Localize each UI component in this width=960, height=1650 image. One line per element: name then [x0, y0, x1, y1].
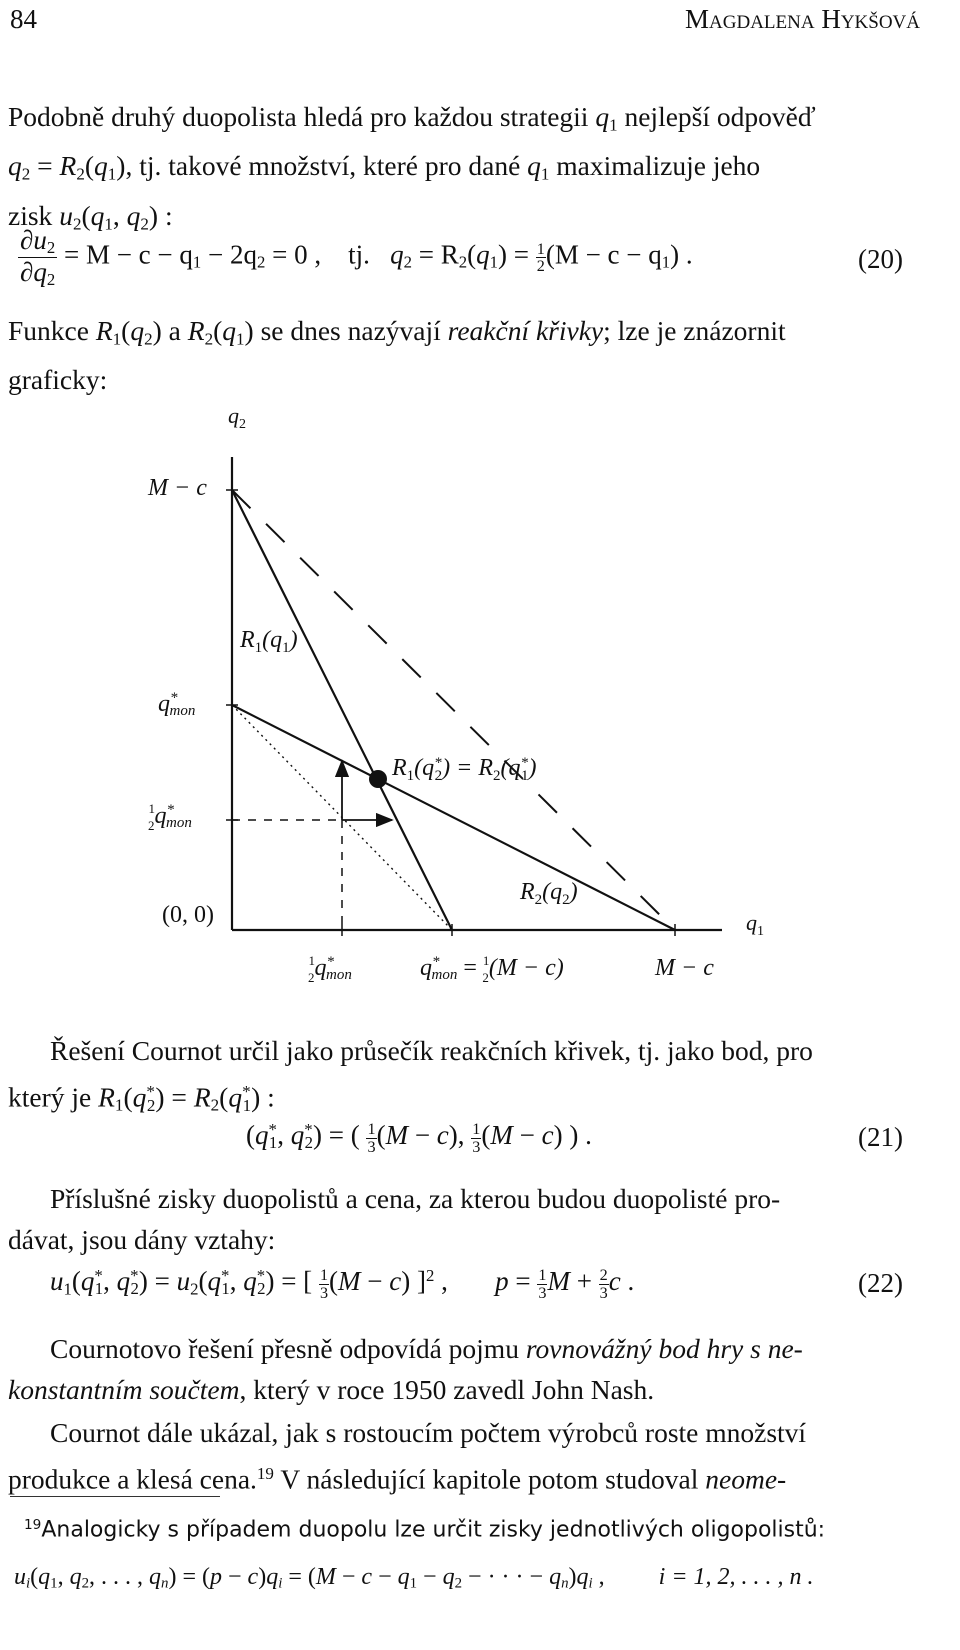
para2-line1: Funkce $R_1(q_2)$ a $R_2(q_1)$ se dnes nazývají reakční křivky; lze je znázornit — [8, 315, 786, 349]
footnote-19 — [14, 1502, 944, 1606]
reaction-curve-R2 — [232, 705, 675, 930]
label-R1: $R_1(q_1)$ — [240, 627, 298, 656]
para5-line2: konstantním součtem, který v roce 1950 zavedl John Nash. — [8, 1374, 655, 1405]
label-half-qmon-y: $^1$ 2q* mon — [148, 801, 192, 833]
y-axis-label: $q_2$ — [228, 403, 246, 432]
para3-line2: který je $R_1(q^*_2) = R_2(q^*_1)$ : — [8, 1081, 275, 1115]
running-head-author: Magdalena Hykšová — [685, 4, 920, 34]
label-equilibrium: $R_1(q^*$ $2) = R_2(q^*$ 1) — [392, 755, 537, 784]
label-Mc-x: M − c — [655, 955, 714, 981]
paragraph-3 — [8, 1030, 938, 1126]
para4-line2: dávat, jsou dány vztahy: — [8, 1224, 276, 1255]
para1-line2: $q_2 = R_2(q_1)$, tj. takové množství, které pro dané $q_1$ maximalizuje jeho — [8, 150, 761, 184]
label-qmon-y: q* mon — [158, 690, 196, 719]
paragraph-6 — [8, 1412, 938, 1499]
cournot-equilibrium-point — [369, 770, 387, 788]
paragraph-5 — [8, 1328, 938, 1410]
label-half-qmon-x: $^1$ 2q* mon — [308, 953, 352, 985]
para2-line2: graficky: — [8, 364, 108, 396]
label-origin: (0, 0) — [162, 902, 214, 928]
x-axis-label: $q_1$ — [746, 910, 764, 939]
para6-line1: Cournot dále ukázal, jak s rostoucím počtem výrobců roste množství — [50, 1417, 807, 1448]
dashed-total-line — [232, 490, 675, 930]
equation-22-number: (22) — [858, 1268, 903, 1298]
equation-21: ($q^*_1$, $q^*_2$) = ( $\frac{1}{3}$ (M − c), $\frac{1}{3}$ (M − c) ) . — [246, 1120, 592, 1156]
label-Mc-y: M − c — [148, 475, 207, 501]
para3-line1: Řešení Cournot určil jako průsečík reakčních křivek, tj. jako bod, pro — [50, 1035, 813, 1066]
equation-22: $u_1(q^*_1$, $q^*_2) = u_2(q^*_1$, $q^*_2$) = [ $\frac{1}{3}$ (M − c) ]$^2$ , p = $\frac{1}{3}$ M + $\frac{2}{3}$ c . — [50, 1266, 635, 1302]
equation-21-number: (21) — [858, 1122, 903, 1152]
reaction-curve-R1 — [232, 490, 452, 930]
footnote-line1: $^{19}$Analogicky s případem duopolu lze určit zisky jednotlivých oligopolistů: — [24, 1517, 826, 1543]
para4-line1: Příslušné zisky duopolistů a cena, za kterou budou duopolisté pro- — [50, 1183, 781, 1214]
reaction-curves-figure — [0, 395, 960, 995]
partial-fraction: $\frac{\partial u_2}{\partial q_2}$ — [20, 225, 56, 289]
paragraph-1 — [8, 96, 938, 244]
equation-20: $\frac{\partial u_2}{\partial q_2}$ = $M - c - q_1 - 2q_2 = 0$ , tj. $q_2 = R_2(q_1)$ = $\frac{1}{2}$ $(M - c - q_1)$ . — [20, 225, 693, 289]
footnote-rule — [10, 1496, 220, 1497]
footnote-line2: $u_i(q_1$, $q_2$, . . . , $q_n) = (p - c)q_i = (M - c - q_1 - q_2$ − · · · − $q_n)q_i$ , i = 1, 2, . . . , n . — [14, 1563, 814, 1592]
para1-line3: zisk $u_2(q_1$, $q_2$) : — [8, 199, 173, 233]
label-qmon-x: q* mon = $^1$ 2(M − c) — [420, 953, 564, 985]
para5-line1: Cournotovo řešení přesně odpovídá pojmu rovnovážný bod hry s ne- — [50, 1333, 803, 1364]
equation-20-number: (20) — [858, 244, 903, 274]
para1-line1: Podobně druhý duopolista hledá pro každou strategii $q_1$ nejlepší odpověď — [8, 101, 816, 135]
paragraph-2 — [8, 310, 938, 400]
para6-line2: produkce a klesá cena.$^{19}$ V následující kapitole potom studoval neome- — [8, 1463, 787, 1495]
label-R2: $R_2(q_2)$ — [520, 879, 578, 908]
page-number: 84 — [10, 4, 37, 34]
paragraph-4 — [8, 1178, 938, 1260]
